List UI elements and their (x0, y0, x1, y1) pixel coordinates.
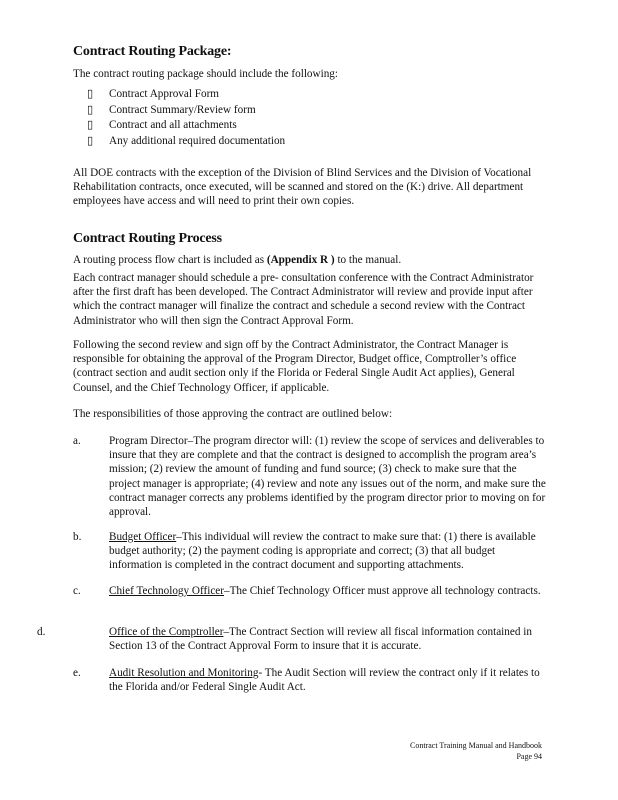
item-marker: c. (73, 585, 81, 597)
list-item (87, 134, 285, 150)
bullet-icon: ▯ (87, 134, 94, 147)
process-paragraph-1: Each contract manager should schedule a pre- consultation conference with the Contract Administrator after the first draft has been developed. The Contract Administrator will review and provide input after which the contract manager will finalize the contract and schedule a second review with the Contract Administrator who will then sign the Contract Approval Form. (73, 272, 534, 327)
item-body (109, 625, 549, 653)
list-item (87, 103, 285, 119)
item-title: Audit Resolution and Monitoring (109, 667, 259, 679)
bullet-icon: ▯ (87, 103, 94, 116)
item-title: Office of the Comptroller (109, 626, 224, 638)
item-title: Program Director (109, 435, 188, 447)
item-marker: a. (73, 435, 81, 447)
package-bullet-list (87, 87, 285, 149)
item-text: –The program director will: (1) review the scope of services and deliverables to insure that they are complete and that the contract is designed to accomplish the program area’s mission; (2) review the amount of funding and fund source; (3) check to make sure that the project manager is appropriate; (4) review and note any issues out of the norm, and make sure the contract manager corrects any problems identified by the program director prior to moving on for approval. (109, 435, 546, 519)
footer-title: Contract Training Manual and Handbook (410, 741, 542, 750)
page-number: Page 94 (516, 752, 542, 761)
bullet-icon: ▯ (87, 119, 94, 131)
flow-text-pre: A routing process flow chart is included as (73, 254, 267, 266)
item-text: –The Chief Technology Officer must approve all technology contracts. (224, 585, 541, 597)
item-text: –The Contract Section will review all fiscal information contained in Section 13 of the Contract Approval Form to insure that it is accurate. (109, 626, 532, 653)
list-item (87, 87, 285, 103)
item-body (109, 584, 549, 598)
appendix-reference: (Appendix R ) (266, 254, 335, 266)
list-item-label: Contract Approval Form (109, 88, 219, 100)
process-paragraph-3: The responsibilities of those approving the contract are outlined below: (73, 408, 393, 420)
package-note-paragraph: All DOE contracts with the exception of the Division of Blind Services and the Division of Vocational Rehabilitation contracts, once executed, will be scanned and stored on the (K:) drive. All department employees have access and will need to print their own copies. (73, 167, 532, 208)
flow-chart-reference (73, 253, 553, 267)
item-body (109, 530, 549, 573)
list-item (87, 118, 285, 134)
item-marker: b. (73, 531, 82, 543)
package-intro: The contract routing package should include the following: (73, 68, 339, 80)
page-footer (382, 740, 542, 762)
item-text: –This individual will review the contract to make sure that: (1) there is available budget authority; (2) the payment coding is appropriate and correct; (3) that all budget information is completed in the contract document and supporting attachments. (109, 531, 536, 572)
item-marker: e. (73, 667, 81, 679)
flow-text-post: to the manual. (334, 254, 402, 266)
item-title: Budget Officer (109, 531, 177, 543)
item-text: - The Audit Section will review the contract only if it relates to the Florida and/or Federal Single Audit Act. (109, 667, 540, 694)
list-item-label: Contract and all attachments (109, 119, 237, 131)
process-paragraph-2: Following the second review and sign off by the Contract Administrator, the Contract Manager is responsible for obtaining the approval of the Program Director, Budget office, Comptroller’s office (contract section and audit section only if the Florida or Federal Single Audit Act applies), General Counsel, and the Chief Technology Officer, if applicable. (73, 339, 517, 394)
item-marker: d. (37, 626, 46, 638)
list-item-label: Any additional required documentation (109, 134, 286, 147)
section-heading-process: Contract Routing Process (73, 231, 222, 246)
item-body (109, 434, 549, 519)
item-body (109, 666, 549, 694)
section-heading-package: Contract Routing Package: (73, 44, 232, 59)
list-item-label: Contract Summary/Review form (109, 103, 256, 116)
item-title: Chief Technology Officer (109, 585, 224, 597)
bullet-icon: ▯ (87, 88, 94, 100)
